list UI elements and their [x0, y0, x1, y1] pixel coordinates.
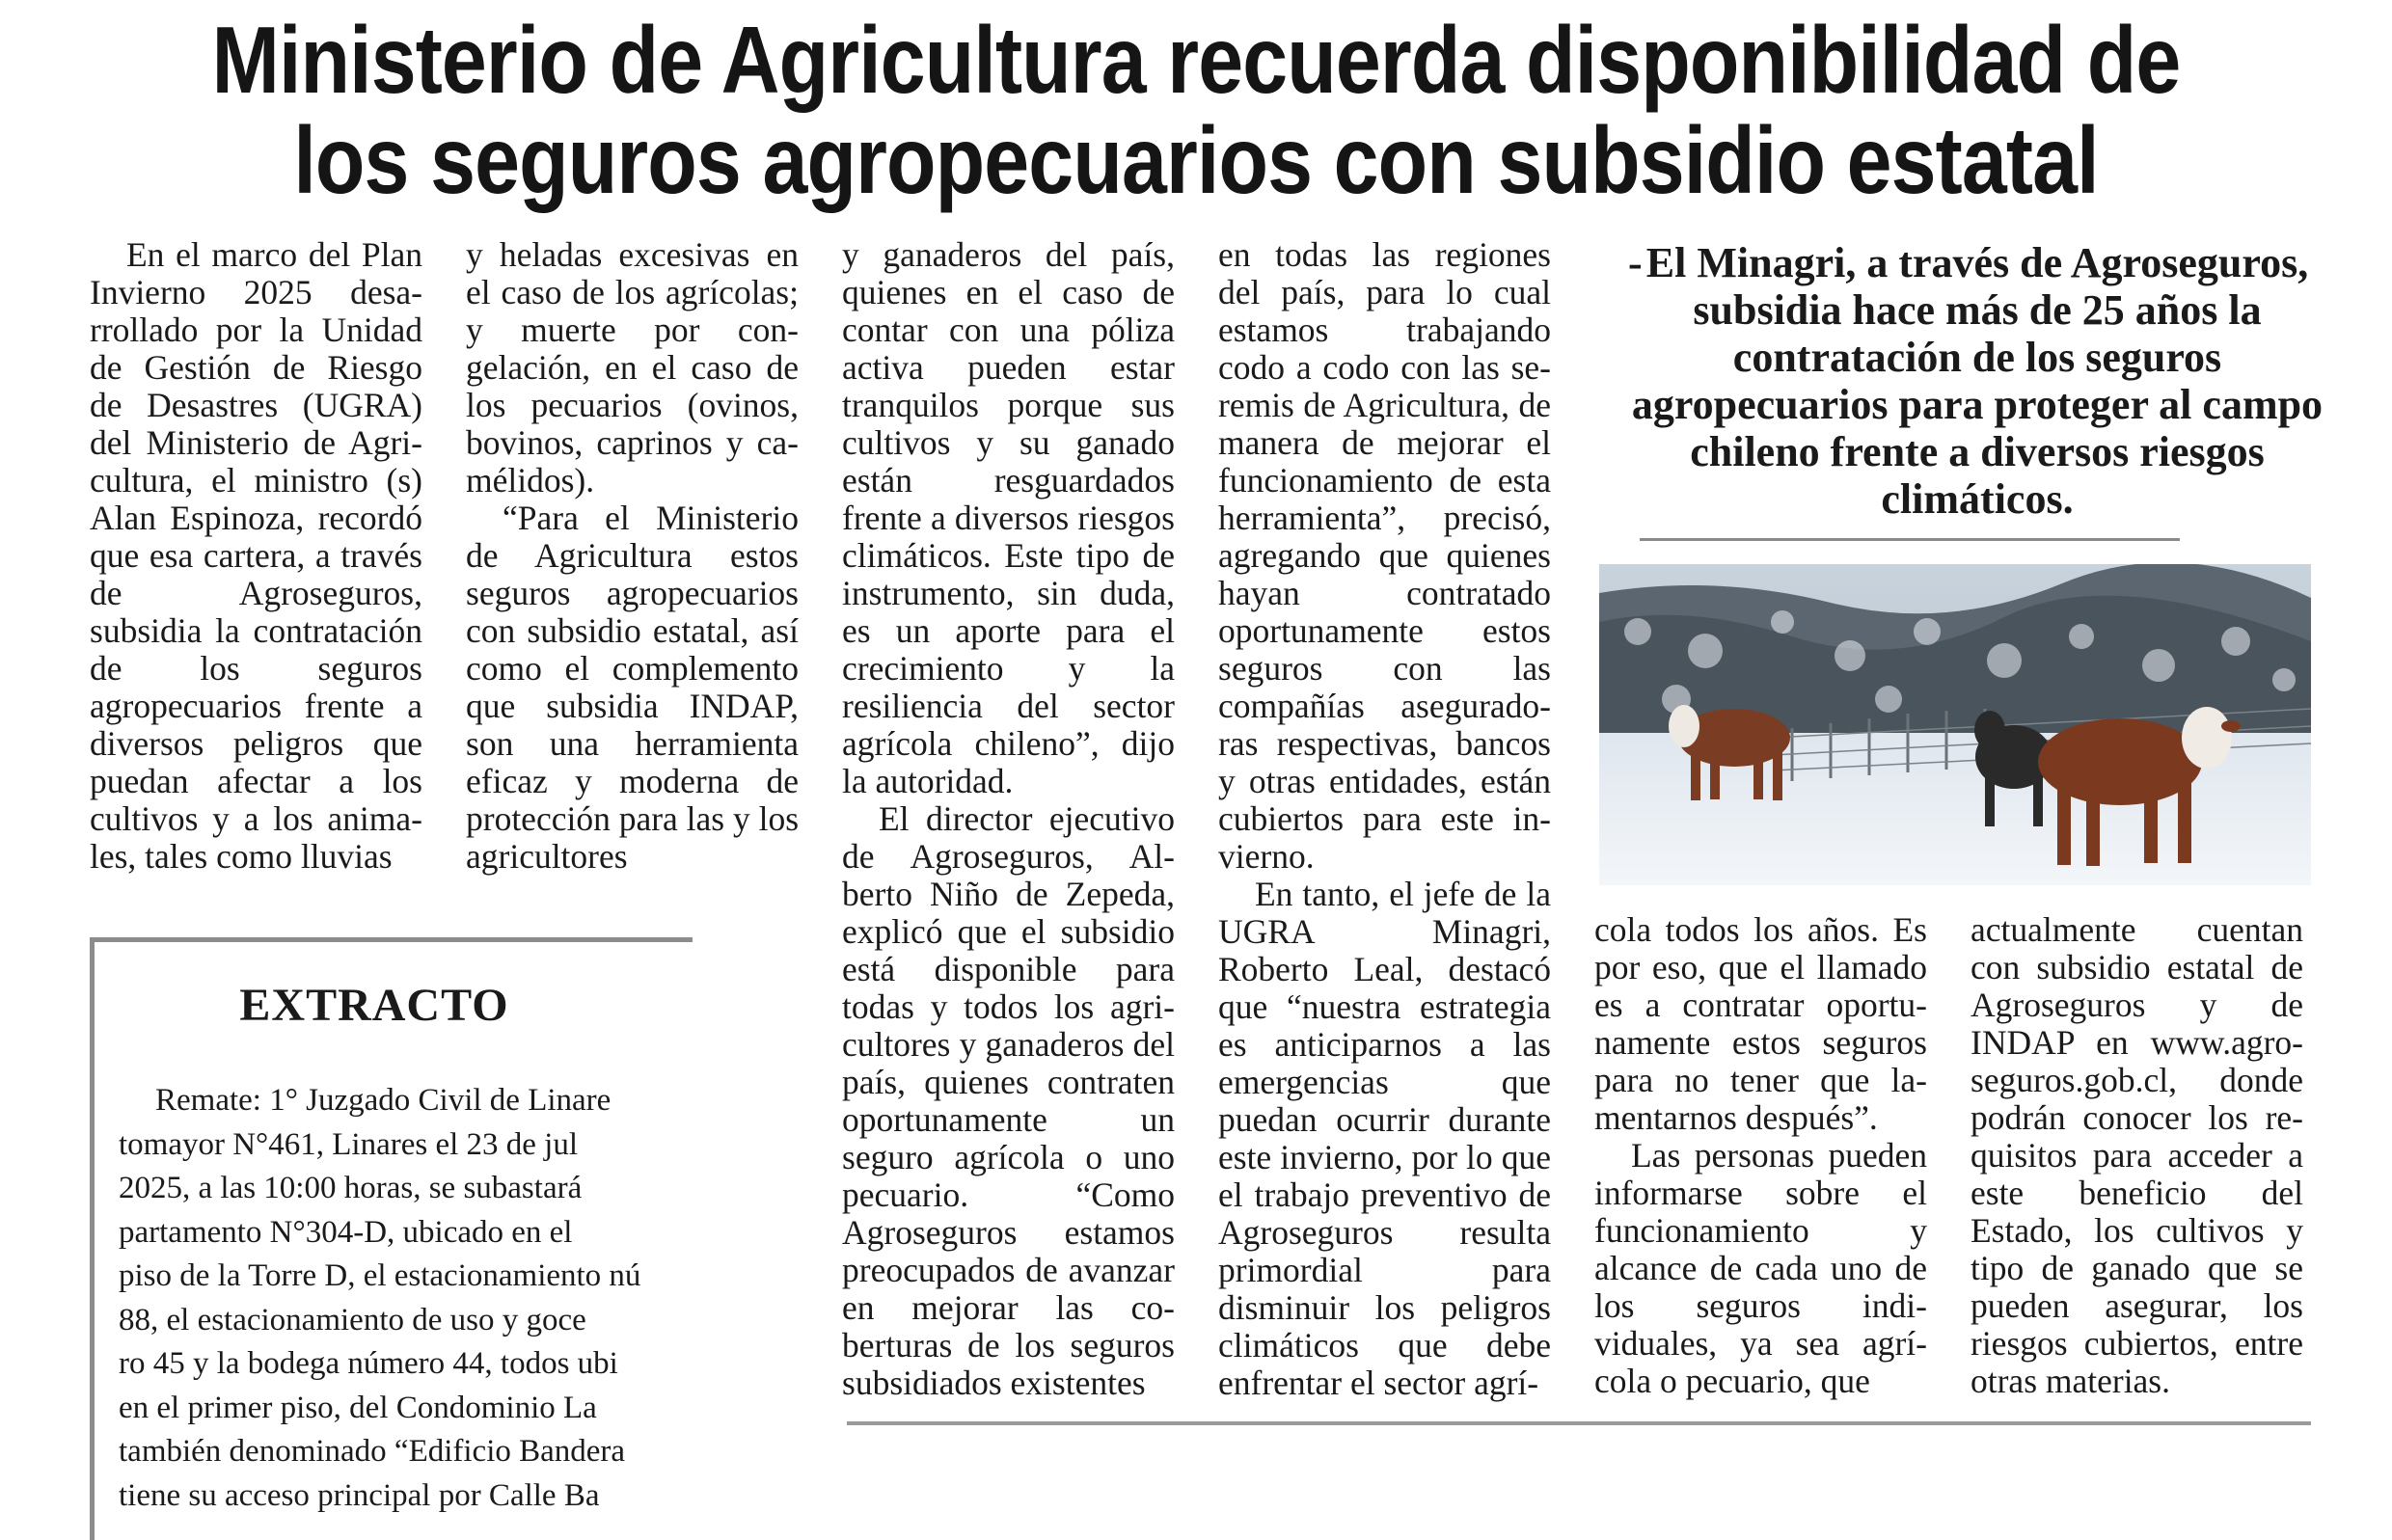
article-column-6 [1971, 911, 2303, 1400]
pull-quote [1611, 239, 2344, 523]
article-column-4 [1218, 236, 1551, 1402]
extracto-line: 2025, a las 10:00 horas, se subastará [119, 1171, 583, 1205]
headline [168, 7, 2225, 213]
paragraph: El director ejecutivo de Agroseguros, Alberto Niño de Zepeda, explicó que el subsidio está disponible para todas y todos los agricultores y ganaderos del país, quienes contraten oportunamente un seguro agrícola o uno pecuario. “Como Agroseguros estamos preocupados de avanzar en mejorar las coberturas de los seguros subsidiados existentes [842, 799, 1175, 1402]
extracto-line: partamento N°304-D, ubicado en el [119, 1214, 573, 1250]
extracto-line: piso de la Torre D, el estacionamiento nú [119, 1258, 641, 1293]
pull-quote-text: El Minagri, a través de Agroseguros, subsidia hace más de 25 años la contratación de los seguros agropecuarios para proteger al campo chileno frente a diversos riesgos climáticos. [1631, 239, 2324, 523]
paragraph: y heladas excesivas en el caso de los agrícolas; y muerte por congelación, en el caso de los pecuarios (ovinos, bovinos, caprinos y camélidos). [466, 235, 799, 500]
cattle-snow-photo [1599, 564, 2311, 885]
article-column-5 [1594, 911, 1927, 1400]
paragraph: actualmente cuentan con subsidio estatal de Agroseguros y de INDAP en www.agroseguros.gob.cl, donde podrán conocer los requisitos para acceder a este beneficio del Estado, los cultivos y tipo de ganado que se pueden asegurar, los riesgos cubiertos, entre otras materias. [1971, 910, 2303, 1400]
paragraph: cola todos los años. Es por eso, que el llamado es a contratar oportunamente estos seguros para no tener que lamentarnos después”. [1594, 910, 1927, 1137]
article-column-1 [90, 236, 422, 876]
extracto-line: ro 45 y la bodega número 44, todos ubi [119, 1346, 618, 1381]
paragraph: Las personas pueden informarse sobre el funcionamiento y alcance de cada uno de los seguros individuales, ya sea agrícola o pecuario, que [1594, 1136, 1927, 1400]
extracto-line: también denominado “Edificio Bandera [119, 1434, 626, 1469]
paragraph: y ganaderos del país, quienes en el caso de contar con una póliza activa pueden estar tranquilos porque sus cultivos y su ganado están resguardados frente a diversos riesgos climáticos. Este tipo de instrumento, sin duda, es un aporte para el crecimiento y la resiliencia del sector agrícola chileno”, dijo la autoridad. [842, 235, 1175, 800]
paragraph: En el marco del Plan Invierno 2025 desarrollado por la Unidad de Gestión de Riesgo de Desastres (UGRA) del Ministerio de Agricultura, el ministro (s) Alan Espinoza, recordó que esa cartera, a través de Agroseguros, subsidia la contratación de los seguros agropecuarios frente a diversos peligros que puedan afectar a los cultivos y a los animales, tales como lluvias [90, 235, 422, 876]
extracto-line: Remate: 1° Juzgado Civil de Linare [155, 1083, 612, 1118]
extracto-line: tomayor N°461, Linares el 23 de jul [119, 1126, 579, 1162]
headline-line-2: los seguros agropecuarios con subsidio estatal [293, 107, 2099, 213]
extracto-line: en el primer piso, del Condominio La [119, 1390, 597, 1425]
paragraph: En tanto, el jefe de la UGRA Minagri, Roberto Leal, destacó que “nuestra estrategia es anticiparnos a las emergencias que puedan ocurrir durante este invierno, por lo que el trabajo preventivo de Agroseguros resulta primordial para disminuir los peligros climáticos que debe enfrentar el sector agrí- [1218, 875, 1551, 1402]
article-column-3 [842, 236, 1175, 1402]
paragraph: en todas las regiones del país, para lo cual estamos trabajando codo a codo con las seremis de Agricultura, de manera de mejorar el funcionamiento de esta herramienta”, precisó, agregando que quienes hayan contratado oportunamente estos seguros con las compañías aseguradoras respectivas, bancos y otras entidades, están cubiertos para este invierno. [1218, 235, 1551, 876]
extracto-line: tiene su acceso principal por Calle Ba [119, 1477, 600, 1513]
extracto-title: EXTRACTO [239, 980, 509, 1031]
pull-quote-dash: - [1628, 239, 1643, 286]
extracto-body [119, 1079, 693, 1518]
extracto-line: 88, el estacionamiento de uso y goce [119, 1302, 586, 1337]
pull-quote-divider [1640, 538, 2180, 541]
paragraph: “Para el Ministerio de Agricultura estos seguros agropecuarios con subsidio estatal, así como el complemento que subsidia INDAP, son una herramienta eficaz y moderna de protección para las y los agricultores [466, 499, 800, 876]
headline-line-1: Ministerio de Agricultura recuerda disponibilidad de [211, 7, 2181, 113]
article-bottom-divider [847, 1421, 2311, 1425]
extracto-box [90, 937, 693, 1540]
article-column-2 [466, 236, 799, 876]
